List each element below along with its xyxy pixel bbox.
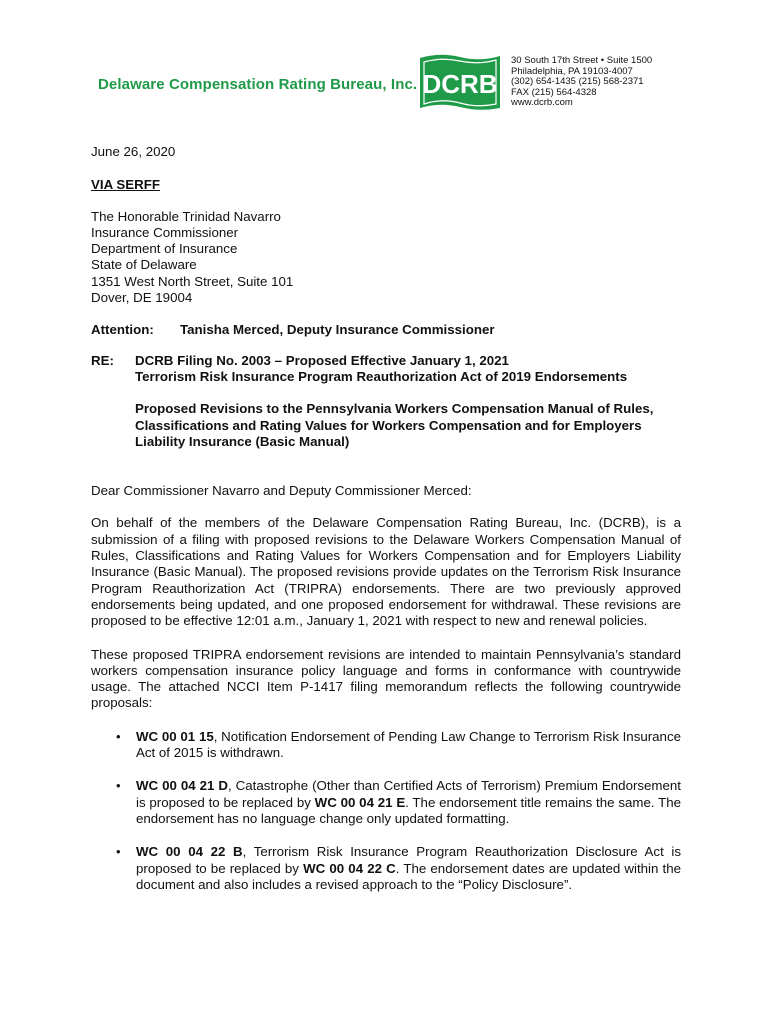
address-line: 30 South 17th Street • Suite 1500: [511, 55, 653, 66]
recipient-line: Insurance Commissioner: [91, 224, 239, 240]
recipient-line: The Honorable Trinidad Navarro: [91, 208, 281, 224]
list-item: [91, 844, 681, 893]
list-item-text: , Notification Endorsement of Pending Law Change to Terrorism Risk Insurance Act of 2015 is withdrawn.: [136, 728, 682, 761]
endorsement-code: WC 00 04 21 E: [314, 794, 406, 810]
bullet-icon: •: [116, 728, 121, 744]
letter-body: [91, 144, 681, 910]
address-block: [511, 56, 652, 109]
paragraph: On behalf of the members of the Delaware Compensation Rating Bureau, Inc. (DCRB), is a submission of a filing with proposed revisions to the Delaware Workers Compensation Manual of Rules, Classifications and Rating Values for Workers Compensation and for Employers Liability Insurance (Basic Manual). The proposed revisions provide updates on the Terrorism Risk Insurance Program Reauthorization Act (TRIPRA) endorsements. There are two previously approved endorsements being updated, and one proposed endorsement for withdrawal. These revisions are proposed to be effective 12:01 a.m., January 1, 2021 with respect to new and renewal policies.: [91, 515, 681, 629]
recipient-line: Dover, DE 19004: [91, 290, 193, 306]
via-serff: VIA SERFF: [91, 177, 160, 193]
attention-line: [91, 322, 681, 338]
re-line: Terrorism Risk Insurance Program Reauthorization Act of 2019 Endorsements: [135, 368, 628, 384]
proposal-list: [91, 729, 681, 893]
endorsement-code: WC 00 04 22 C: [303, 860, 396, 876]
list-item-text: , Catastrophe (Other than Certified Acts of Terrorism) Premium Endorsement is proposed to be replaced by: [136, 778, 681, 810]
address-line: FAX (215) 564-4328: [511, 86, 597, 98]
address-line: (302) 654-1435 (215) 568-2371: [511, 76, 644, 87]
list-item: [91, 729, 681, 762]
website-link[interactable]: www.dcrb.com: [511, 97, 573, 108]
attention-value: Tanisha Merced, Deputy Insurance Commissioner: [180, 322, 495, 338]
logo-text: DCRB: [422, 69, 498, 99]
address-line: Philadelphia, PA 19103-4007: [511, 65, 633, 77]
re-label: RE:: [91, 352, 114, 368]
endorsement-code: WC 00 01 15: [136, 728, 214, 744]
list-item: [91, 778, 681, 827]
endorsement-code: WC 00 04 22 B: [136, 844, 243, 860]
re-subject: [135, 353, 681, 450]
re-block: [91, 353, 681, 450]
salutation: Dear Commissioner Navarro and Deputy Commissioner Merced:: [91, 483, 472, 499]
bullet-icon: •: [116, 778, 121, 794]
endorsement-code: WC 00 04 21 D: [136, 778, 228, 794]
list-item-text: . The endorsement title remains the same. The endorsement has no language change only updated formatting.: [136, 794, 681, 826]
paragraph: These proposed TRIPRA endorsement revisions are intended to maintain Pennsylvania’s standard workers compensation insurance policy language and forms in conformance with countrywide usage. The attached NCCI Item P-1417 filing memorandum reflects the following countrywide proposals:: [91, 646, 681, 711]
letter-date: June 26, 2020: [91, 144, 176, 159]
dcrb-logo-icon: [418, 52, 502, 112]
recipient-line: State of Delaware: [91, 257, 197, 273]
re-line: DCRB Filing No. 2003 – Proposed Effective January 1, 2021: [135, 352, 509, 368]
bullet-icon: •: [116, 844, 121, 860]
attention-label: Attention:: [91, 322, 154, 338]
recipient-line: Department of Insurance: [91, 241, 238, 257]
list-item-text: . The endorsement dates are updated within the document and also includes a revised approach to the “Policy Disclosure”.: [136, 860, 681, 892]
recipient-line: 1351 West North Street, Suite 101: [91, 273, 294, 289]
list-item-text: , Terrorism Risk Insurance Program Reauthorization Disclosure Act is proposed to be replaced by: [136, 844, 681, 876]
organization-name: Delaware Compensation Rating Bureau, Inc.: [98, 76, 418, 93]
re-line: Proposed Revisions to the Pennsylvania Workers Compensation Manual of Rules, Classifications and Rating Values for Workers Compensation and for Employers Liability Insurance (Basic Manual): [135, 401, 654, 449]
recipient-address: [91, 209, 681, 307]
